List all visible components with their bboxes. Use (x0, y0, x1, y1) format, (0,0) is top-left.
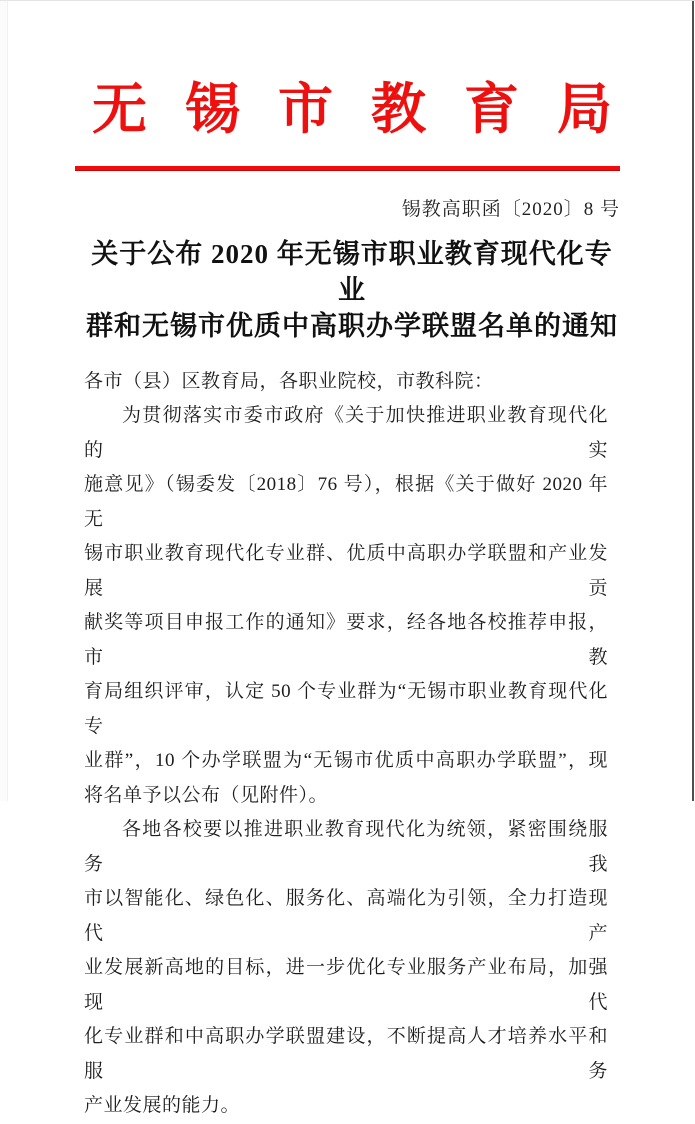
body-line: 锡市职业教育现代化专业群、优质中高职办学联盟和产业发展贡 (84, 543, 608, 599)
notice-title-line-2: 群和无锡市优质中高职办学联盟名单的通知 (86, 310, 618, 341)
letterhead-divider-rule (75, 166, 620, 171)
body-line: 各地各校要以推进职业教育现代化为统领，紧密围绕服务我 (84, 819, 608, 875)
body-line: 业发展新高地的目标，进一步优化专业服务产业布局，加强现代 (84, 957, 608, 1013)
notice-title (84, 236, 620, 344)
body-line: 育局组织评审，认定 50 个专业群为“无锡市职业教育现代化专 (84, 681, 608, 737)
notice-body (84, 365, 608, 1124)
body-line: 产业发展的能力。 (84, 1095, 241, 1117)
body-line: 将名单予以公布（见附件）。 (84, 784, 329, 806)
notice-title-line-1: 关于公布 2020 年无锡市职业教育现代化专业 (91, 238, 613, 305)
document-reference-number: 锡教高职函〔2020〕8 号 (401, 198, 620, 220)
body-line: 业群”，10 个办学联盟为“无锡市优质中高职办学联盟”，现 (84, 750, 608, 772)
body-line: 施意见》（锡委发〔2018〕76 号），根据《关于做好 2020 年无 (84, 474, 608, 530)
body-line: 献奖等项目申报工作的通知》要求，经各地各校推荐申报，市教 (84, 612, 608, 668)
window-right-edge (692, 1, 694, 801)
paragraph-1 (84, 399, 608, 813)
paragraph-2 (84, 813, 608, 1124)
notice-page (0, 81, 695, 1124)
body-line: 为贯彻落实市委市政府《关于加快推进职业教育现代化的实 (84, 405, 608, 461)
salutation-line: 各市（县）区教育局，各职业院校，市教科院： (84, 370, 494, 392)
body-line: 市以智能化、绿色化、服务化、高端化为引领，全力打造现代产 (84, 888, 608, 944)
agency-letterhead-title: 无锡市教育局 (91, 79, 650, 140)
body-line: 化专业群和中高职办学联盟建设，不断提高人才培养水平和服务 (84, 1026, 608, 1082)
